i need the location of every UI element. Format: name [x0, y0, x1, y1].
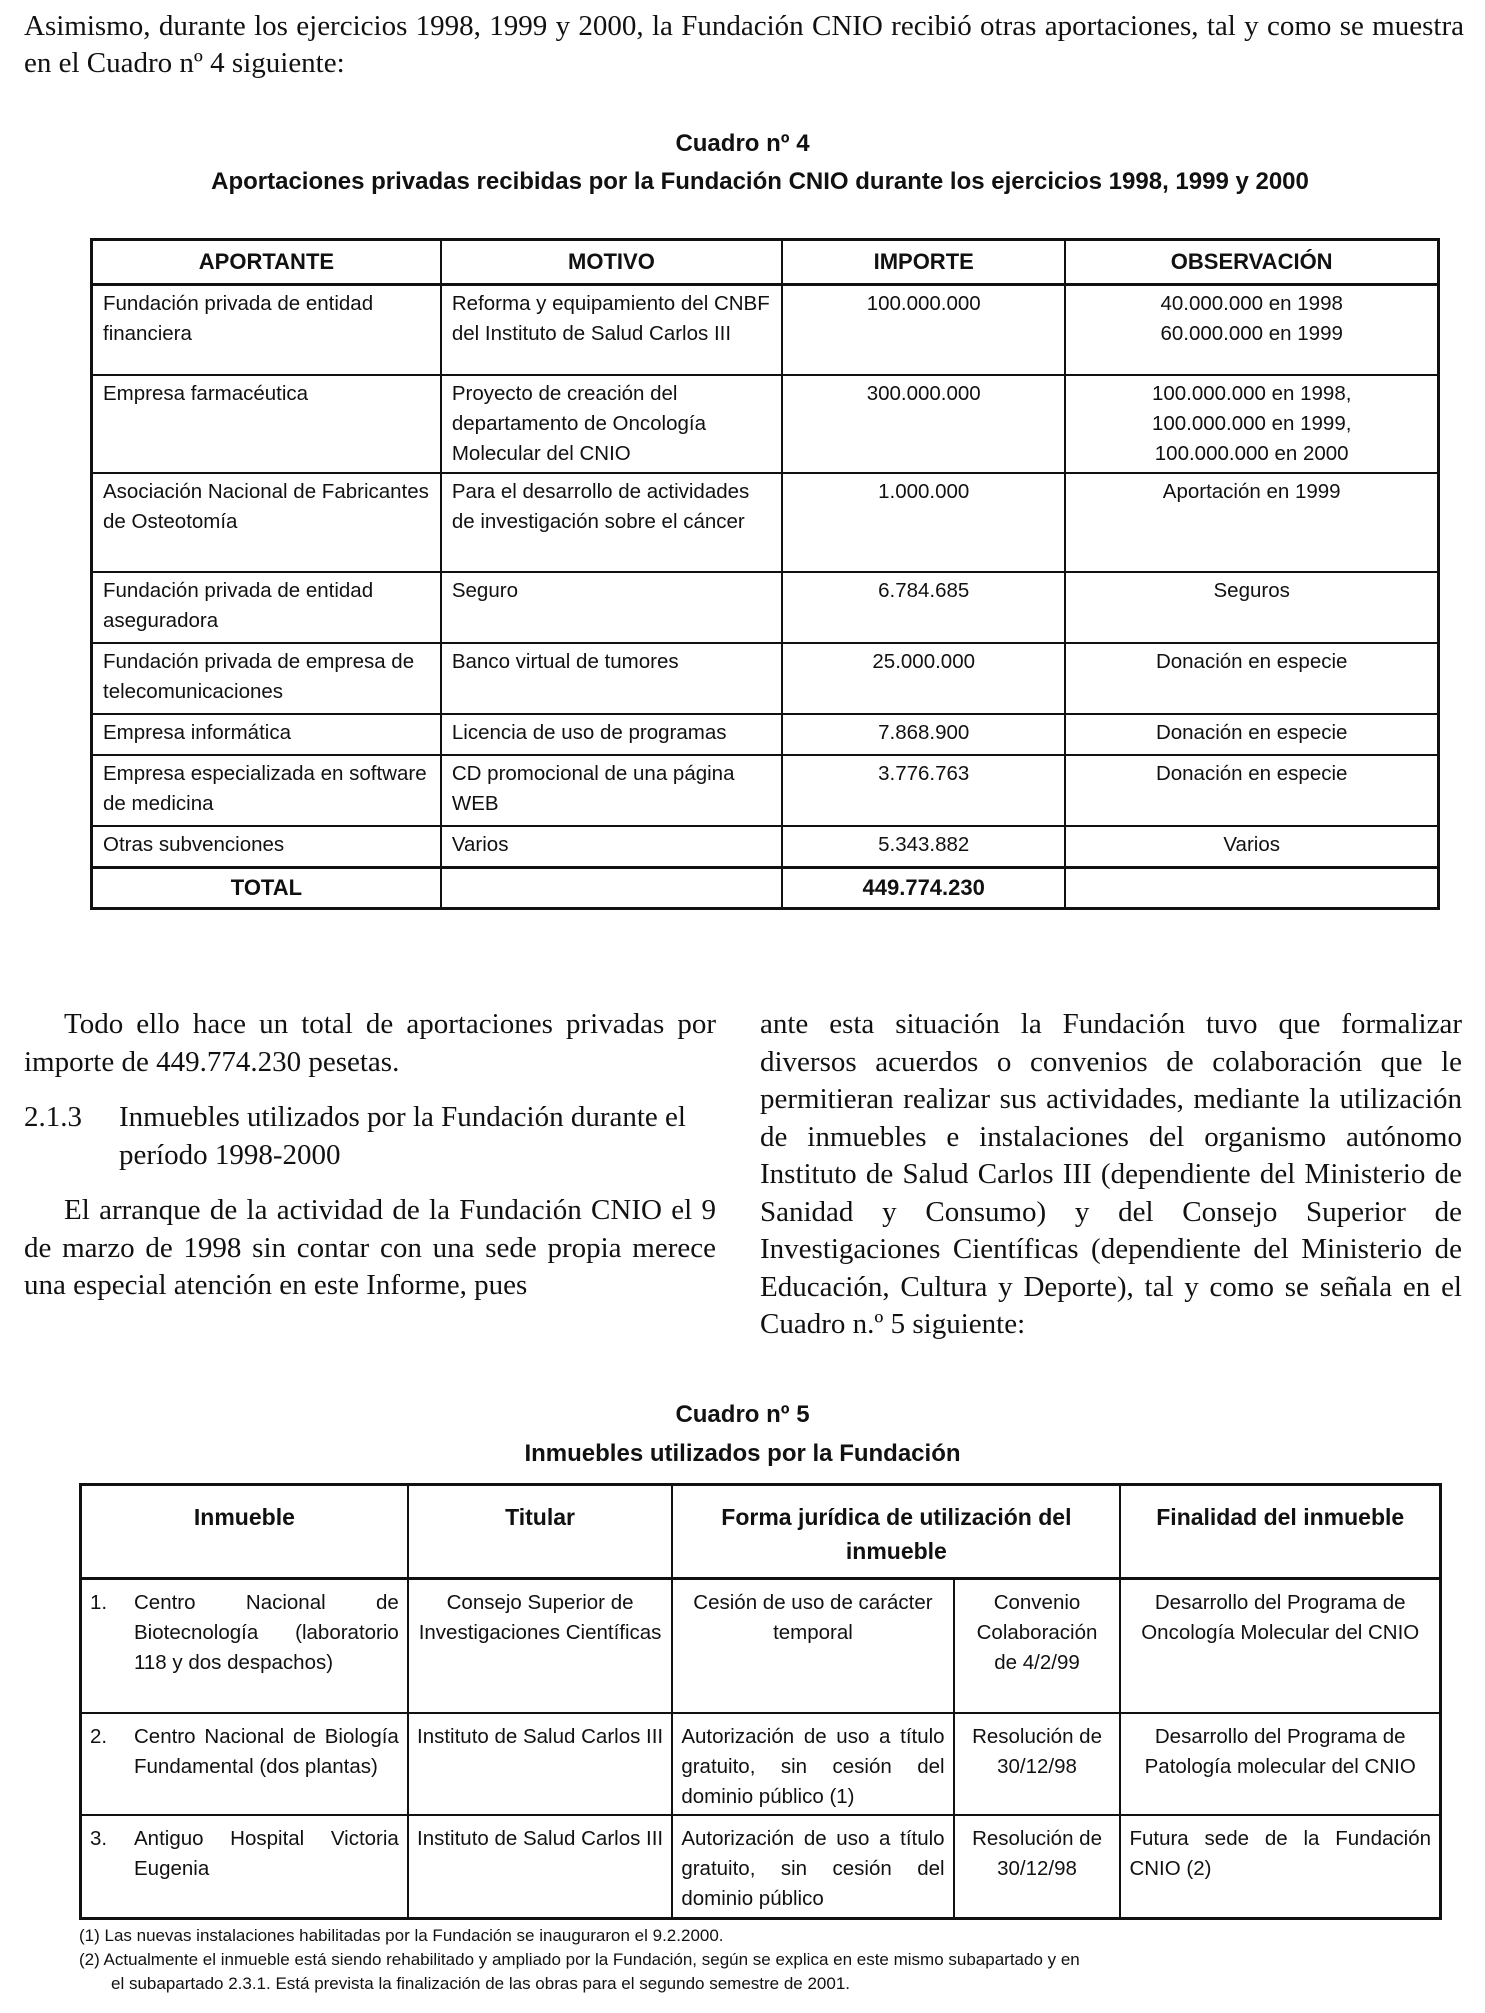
observacion-line: 100.000.000 en 1999,	[1151, 411, 1352, 435]
motivo-cell: Para el desarrollo de actividades de investigación sobre el cáncer	[441, 473, 782, 572]
inmueble-number: 3.	[90, 1826, 108, 1850]
instrumento-cell: Convenio Colaboración de 4/2/99	[954, 1579, 1121, 1713]
importe-cell: 7.868.900	[782, 714, 1065, 755]
importe-cell: 300.000.000	[782, 375, 1065, 473]
table4-subtitle: Aportaciones privadas recibidas por la Fundación CNIO durante los ejercicios 1998, 1999 y 2000	[211, 168, 1309, 195]
observacion-line: 100.000.000 en 1998,	[1151, 381, 1352, 405]
table5-header-row	[81, 1485, 1441, 1579]
table4-header-aportante: APORTANTE	[92, 240, 441, 285]
section-title: Inmuebles utilizados por la Fundación durante el período 1998-2000	[119, 1101, 686, 1171]
table5	[79, 1483, 1442, 1920]
right-column	[760, 1006, 1462, 1344]
titular-cell: Instituto de Salud Carlos III	[408, 1713, 672, 1815]
observacion-cell: Varios	[1065, 826, 1438, 868]
table4	[90, 238, 1440, 910]
inmueble-name: Antiguo Hospital Victoria Eugenia	[134, 1826, 399, 1880]
total-empty-cell	[441, 868, 782, 909]
instrumento-cell: Resolución de 30/12/98	[954, 1713, 1121, 1815]
importe-cell: 100.000.000	[782, 285, 1065, 375]
total-value: 449.774.230	[782, 868, 1065, 909]
aportante-cell: Fundación privada de empresa de telecomunicaciones	[92, 643, 441, 714]
table-row	[92, 643, 1439, 714]
observacion-line: 100.000.000 en 2000	[1154, 441, 1349, 465]
table-row	[92, 473, 1439, 572]
finalidad-cell: Futura sede de la Fundación CNIO (2)	[1120, 1815, 1440, 1919]
observacion-cell: Seguros	[1065, 572, 1438, 643]
table5-header-inmueble: Inmueble	[81, 1485, 408, 1579]
inmueble-number: 1.	[90, 1591, 108, 1614]
observacion-cell: Donación en especie	[1065, 643, 1438, 714]
finalidad-cell: Desarrollo del Programa de Oncología Molecular del CNIO	[1120, 1579, 1440, 1713]
body-paragraph: ante esta situación la Fundación tuvo que formalizar diversos acuerdos o convenios de colaboración que le permitieran realizar sus actividades, mediante la utilización de inmuebles e instalaciones del organismo autónomo Instituto de Salud Carlos III (dependiente del Ministerio de Sanidad y Consumo) y del Consejo Superior de Investigaciones Científicas (dependiente del Ministerio de Educación, Cultura y Deporte), tal y como se señala en el Cuadro n.º 5 siguiente:	[760, 1008, 1462, 1340]
observacion-cell	[1065, 375, 1438, 473]
footnotes	[79, 1924, 1459, 1996]
finalidad-cell: Desarrollo del Programa de Patología molecular del CNIO	[1120, 1713, 1440, 1815]
inmueble-name: Centro Nacional de Biotecnología (laboratorio 118 y dos despachos)	[134, 1591, 399, 1674]
aportante-cell: Fundación privada de entidad financiera	[92, 285, 441, 375]
table-row	[92, 572, 1439, 643]
table4-header-motivo: MOTIVO	[441, 240, 782, 285]
inmueble-name: Centro Nacional de Biología Fundamental (dos plantas)	[134, 1724, 399, 1778]
importe-cell: 25.000.000	[782, 643, 1065, 714]
table-row	[81, 1713, 1441, 1815]
motivo-cell: Licencia de uso de programas	[441, 714, 782, 755]
body-paragraph: El arranque de la actividad de la Fundación CNIO el 9 de marzo de 1998 sin contar con una sede propia merece una especial atención en este Informe, pues	[24, 1194, 716, 1301]
motivo-cell: Reforma y equipamiento del CNBF del Instituto de Salud Carlos III	[441, 285, 782, 375]
inmueble-cell	[81, 1713, 408, 1815]
inmueble-number: 2.	[90, 1724, 108, 1748]
observacion-line: 40.000.000 en 1998	[1160, 292, 1343, 315]
table5-header-forma: Forma jurídica de utilización del inmueble	[672, 1485, 1120, 1579]
aportante-cell: Empresa especializada en software de medicina	[92, 755, 441, 826]
table-row	[81, 1579, 1441, 1713]
observacion-cell	[1065, 285, 1438, 375]
titular-cell: Instituto de Salud Carlos III	[408, 1815, 672, 1919]
aportante-cell: Fundación privada de entidad aseguradora	[92, 572, 441, 643]
forma-cell: Autorización de uso a título gratuito, sin cesión del dominio público (1)	[672, 1713, 953, 1815]
table5-header-finalidad: Finalidad del inmueble	[1120, 1485, 1440, 1579]
importe-cell: 1.000.000	[782, 473, 1065, 572]
motivo-cell: Proyecto de creación del departamento de Oncología Molecular del CNIO	[441, 375, 782, 473]
table5-title: Cuadro nº 5	[675, 1401, 810, 1428]
aportante-cell: Empresa informática	[92, 714, 441, 755]
motivo-cell: CD promocional de una página WEB	[441, 755, 782, 826]
instrumento-cell: Resolución de 30/12/98	[954, 1815, 1121, 1919]
aportante-cell: Otras subvenciones	[92, 826, 441, 868]
table-row	[92, 826, 1439, 868]
total-empty-cell	[1065, 868, 1438, 909]
left-column	[24, 1006, 716, 1305]
observacion-cell: Aportación en 1999	[1065, 473, 1438, 572]
table-row	[92, 285, 1439, 375]
table4-total-row	[92, 868, 1439, 909]
table-row	[92, 755, 1439, 826]
table5-subtitle: Inmuebles utilizados por la Fundación	[524, 1440, 961, 1467]
intro-paragraph: Asimismo, durante los ejercicios 1998, 1999 y 2000, la Fundación CNIO recibió otras aportaciones, tal y como se muestra en el Cuadro nº 4 siguiente:	[24, 10, 1464, 79]
forma-cell: Autorización de uso a título gratuito, sin cesión del dominio público	[672, 1815, 953, 1919]
table4-title: Cuadro nº 4	[675, 130, 810, 157]
table-row	[81, 1815, 1441, 1919]
forma-cell: Cesión de uso de carácter temporal	[672, 1579, 953, 1713]
aportante-cell: Asociación Nacional de Fabricantes de Osteotomía	[92, 473, 441, 572]
motivo-cell: Banco virtual de tumores	[441, 643, 782, 714]
importe-cell: 5.343.882	[782, 826, 1065, 868]
titular-cell: Consejo Superior de Investigaciones Científicas	[408, 1579, 672, 1713]
footnote-2-continuation: el subapartado 2.3.1. Está prevista la finalización de las obras para el segundo semestre de 2001.	[111, 1974, 851, 1993]
importe-cell: 6.784.685	[782, 572, 1065, 643]
footnote-2: (2) Actualmente el inmueble está siendo rehabilitado y ampliado por la Fundación, según se explica en este mismo subapartado y en	[79, 1950, 1080, 1969]
footnote-1: (1) Las nuevas instalaciones habilitadas por la Fundación se inauguraron el 9.2.2000.	[79, 1926, 724, 1945]
aportante-cell: Empresa farmacéutica	[92, 375, 441, 473]
table5-header-titular: Titular	[408, 1485, 672, 1579]
total-label: TOTAL	[92, 868, 441, 909]
motivo-cell: Seguro	[441, 572, 782, 643]
table4-header-observacion: OBSERVACIÓN	[1065, 240, 1438, 285]
motivo-cell: Varios	[441, 826, 782, 868]
section-number: 2.1.3	[24, 1101, 82, 1133]
section-heading	[24, 1099, 716, 1174]
inmueble-cell	[81, 1815, 408, 1919]
table4-header-row	[92, 240, 1439, 285]
table-row	[92, 375, 1439, 473]
importe-cell: 3.776.763	[782, 755, 1065, 826]
observacion-cell: Donación en especie	[1065, 714, 1438, 755]
table-row	[92, 714, 1439, 755]
observacion-line: 60.000.000 en 1999	[1160, 322, 1343, 345]
inmueble-cell	[81, 1579, 408, 1713]
table4-header-importe: IMPORTE	[782, 240, 1065, 285]
body-paragraph: Todo ello hace un total de aportaciones privadas por importe de 449.774.230 pesetas.	[24, 1008, 716, 1078]
observacion-cell: Donación en especie	[1065, 755, 1438, 826]
